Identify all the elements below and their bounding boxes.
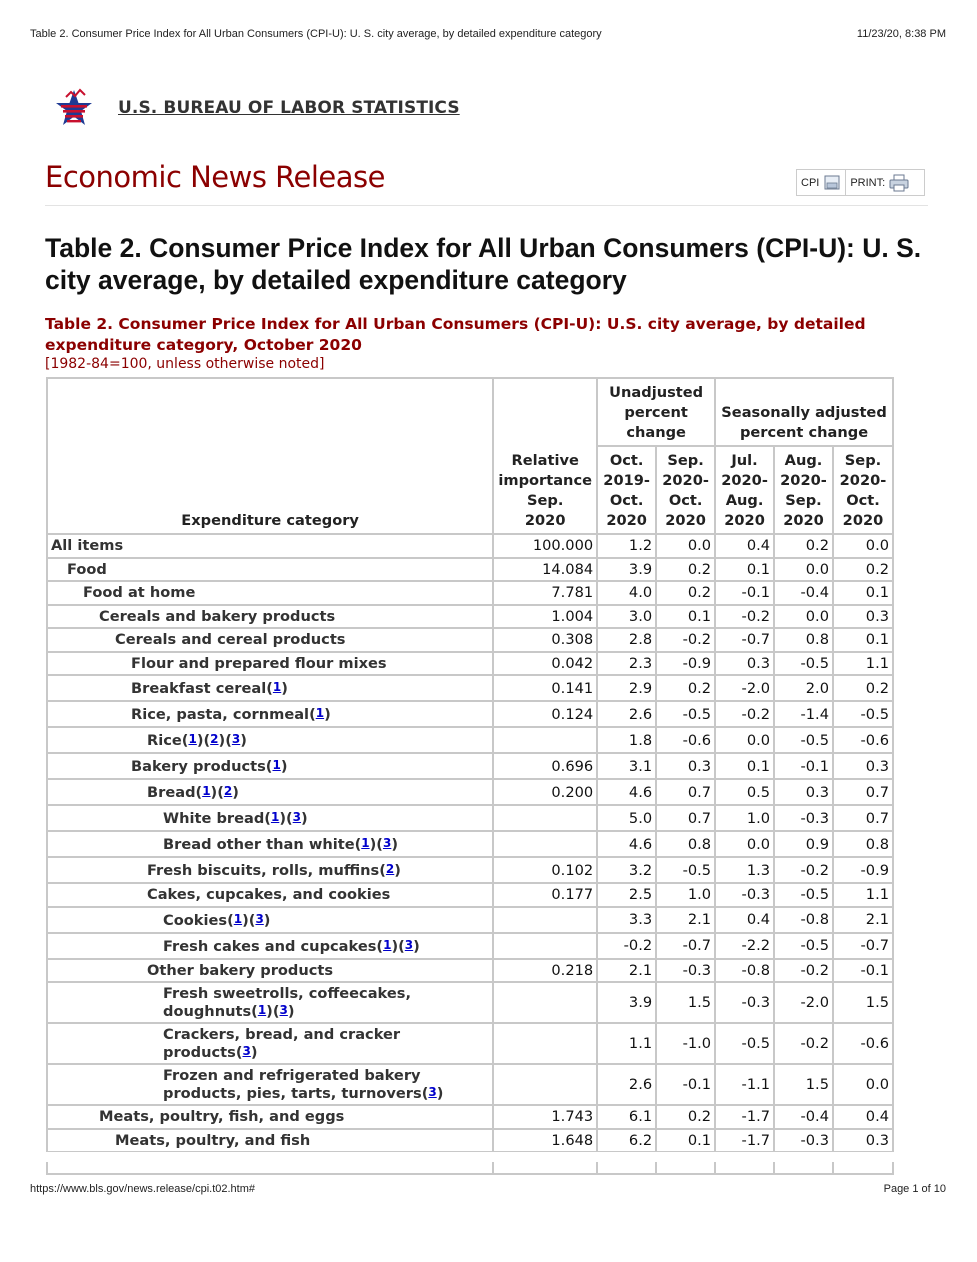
row-percent-change: -0.5 xyxy=(774,933,833,959)
footnote-link[interactable]: 1 xyxy=(233,911,243,926)
footnote-link[interactable]: 3 xyxy=(382,836,392,850)
agency-link[interactable]: U.S. BUREAU OF LABOR STATISTICS xyxy=(118,98,460,118)
table-row xyxy=(47,727,893,753)
row-percent-change: 0.8 xyxy=(774,628,833,652)
row-percent-change: 0.2 xyxy=(656,581,715,605)
row-percent-change: -0.5 xyxy=(774,727,833,753)
row-percent-change: 0.4 xyxy=(833,1105,893,1129)
row-percent-change: 2.1 xyxy=(656,907,715,933)
footnote-link[interactable]: 3 xyxy=(404,937,414,952)
header-expenditure-category: Expenditure category xyxy=(47,378,493,534)
table-row xyxy=(47,558,893,582)
row-relative-importance xyxy=(493,1064,597,1105)
cpi-table xyxy=(46,377,894,1175)
agency-banner xyxy=(52,86,460,130)
row-percent-change: -0.5 xyxy=(715,1023,774,1064)
row-relative-importance: 0.124 xyxy=(493,701,597,727)
table-row xyxy=(47,675,893,701)
row-percent-change: 6.2 xyxy=(597,1129,656,1153)
table-row xyxy=(47,1105,893,1129)
table-row xyxy=(47,1129,893,1153)
table-row xyxy=(47,805,893,831)
table-row xyxy=(47,883,893,907)
print-button[interactable] xyxy=(845,170,913,195)
row-percent-change: -0.7 xyxy=(833,933,893,959)
row-percent-change: 3.0 xyxy=(597,605,656,629)
row-category: White bread(1)(3) xyxy=(47,805,493,831)
table-row xyxy=(47,907,893,933)
row-relative-importance xyxy=(493,727,597,753)
print-footer-url: https://www.bls.gov/news.release/cpi.t02.htm# xyxy=(30,1183,255,1195)
row-percent-change: 1.2 xyxy=(597,534,656,558)
row-percent-change: -0.2 xyxy=(774,1023,833,1064)
row-percent-change: 0.7 xyxy=(833,805,893,831)
row-category: Cakes, cupcakes, and cookies xyxy=(47,883,493,907)
row-percent-change: 4.6 xyxy=(597,779,656,805)
row-percent-change: 1.5 xyxy=(833,982,893,1023)
row-percent-change: -1.7 xyxy=(715,1105,774,1129)
cpi-icon xyxy=(823,174,841,192)
row-category: Food at home xyxy=(47,581,493,605)
row-percent-change: 1.1 xyxy=(597,1023,656,1064)
row-percent-change: 0.1 xyxy=(656,1129,715,1153)
page-cutoff xyxy=(46,1152,894,1162)
footnote-link[interactable]: 1 xyxy=(257,1003,267,1017)
footnote-link[interactable]: 2 xyxy=(385,862,395,876)
footnote-link[interactable]: 1 xyxy=(188,732,197,746)
row-category: Bakery products(1) xyxy=(47,753,493,779)
footnote-link[interactable]: 1 xyxy=(270,810,280,824)
row-percent-change: -1.1 xyxy=(715,1064,774,1105)
row-percent-change: -0.3 xyxy=(715,982,774,1023)
row-percent-change: -0.2 xyxy=(715,605,774,629)
row-percent-change: -0.3 xyxy=(715,883,774,907)
row-percent-change: 6.1 xyxy=(597,1105,656,1129)
row-category: Cereals and cereal products xyxy=(47,628,493,652)
row-category: Cereals and bakery products xyxy=(47,605,493,629)
table-row xyxy=(47,652,893,676)
row-percent-change: 0.0 xyxy=(833,1064,893,1105)
row-percent-change: -0.8 xyxy=(715,959,774,983)
row-relative-importance: 100.000 xyxy=(493,534,597,558)
table-row xyxy=(47,982,893,1023)
row-percent-change: -0.5 xyxy=(833,701,893,727)
row-relative-importance: 14.084 xyxy=(493,558,597,582)
table-row xyxy=(47,581,893,605)
row-percent-change: 0.1 xyxy=(656,605,715,629)
header-period: Sep. 2020- Oct. 2020 xyxy=(656,446,715,534)
row-category: Bread other than white(1)(3) xyxy=(47,831,493,857)
table-row xyxy=(47,753,893,779)
table-row xyxy=(47,534,893,558)
row-relative-importance: 0.200 xyxy=(493,779,597,805)
row-percent-change: 1.5 xyxy=(656,982,715,1023)
row-percent-change: 0.8 xyxy=(656,831,715,857)
row-percent-change: -0.5 xyxy=(656,857,715,883)
row-percent-change: 2.0 xyxy=(774,675,833,701)
row-category: Fresh cakes and cupcakes(1)(3) xyxy=(47,933,493,959)
footnote-link[interactable]: 1 xyxy=(383,937,392,952)
row-percent-change: -0.2 xyxy=(774,857,833,883)
table-row xyxy=(47,701,893,727)
print-footer xyxy=(30,1183,946,1195)
row-percent-change: -0.3 xyxy=(774,805,833,831)
footnote-link[interactable]: 1 xyxy=(202,784,211,798)
row-percent-change: -0.9 xyxy=(656,652,715,676)
row-percent-change: 2.5 xyxy=(597,883,656,907)
row-percent-change: -0.2 xyxy=(774,959,833,983)
row-relative-importance: 0.218 xyxy=(493,959,597,983)
row-percent-change: 0.1 xyxy=(715,558,774,582)
row-relative-importance: 0.042 xyxy=(493,652,597,676)
row-percent-change: 0.2 xyxy=(656,1105,715,1129)
row-relative-importance xyxy=(493,1023,597,1064)
row-percent-change: 5.0 xyxy=(597,805,656,831)
header-seasonal-group: Seasonally adjusted percent change xyxy=(715,378,893,446)
row-relative-importance: 7.781 xyxy=(493,581,597,605)
row-category: Fresh biscuits, rolls, muffins(2) xyxy=(47,857,493,883)
row-percent-change: 4.6 xyxy=(597,831,656,857)
cpi-label: CPI xyxy=(801,176,820,189)
row-percent-change: 0.1 xyxy=(833,581,893,605)
row-percent-change: 0.3 xyxy=(833,605,893,629)
row-percent-change: 0.4 xyxy=(715,907,774,933)
row-percent-change: 0.7 xyxy=(656,779,715,805)
print-header-title: Table 2. Consumer Price Index for All Urban Consumers (CPI-U): U. S. city average, by detailed expenditure category xyxy=(30,28,602,40)
row-percent-change: 0.0 xyxy=(774,558,833,582)
row-category: Flour and prepared flour mixes xyxy=(47,652,493,676)
divider xyxy=(45,205,928,206)
row-percent-change: 0.7 xyxy=(656,805,715,831)
footnote-link[interactable]: 3 xyxy=(242,1044,251,1058)
footnote-link[interactable]: 2 xyxy=(223,784,233,798)
row-percent-change: -0.4 xyxy=(774,581,833,605)
table-row xyxy=(47,831,893,857)
row-percent-change: -0.7 xyxy=(715,628,774,652)
row-percent-change: 1.5 xyxy=(774,1064,833,1105)
page-title: Table 2. Consumer Price Index for All Urban Consumers (CPI-U): U. S. city average, by detailed expenditure category xyxy=(45,233,922,295)
footnote-link[interactable]: 1 xyxy=(315,706,325,720)
header-relative-importance: Relative importance Sep. 2020 xyxy=(493,378,597,534)
row-percent-change: 0.3 xyxy=(774,779,833,805)
row-percent-change: 0.3 xyxy=(833,1129,893,1153)
row-percent-change: 0.1 xyxy=(715,753,774,779)
row-relative-importance: 1.004 xyxy=(493,605,597,629)
row-category: Rice, pasta, cornmeal(1) xyxy=(47,701,493,727)
print-footer-page: Page 1 of 10 xyxy=(883,1183,946,1195)
row-percent-change: -0.6 xyxy=(833,1023,893,1064)
header-period: Jul. 2020- Aug. 2020 xyxy=(715,446,774,534)
footnote-link[interactable]: 3 xyxy=(292,810,302,824)
table-row xyxy=(47,1023,893,1064)
footnote-link[interactable]: 1 xyxy=(272,680,282,694)
row-percent-change: -0.1 xyxy=(656,1064,715,1105)
footnote-link[interactable]: 1 xyxy=(272,758,281,772)
row-percent-change: 1.3 xyxy=(715,857,774,883)
row-percent-change: 0.2 xyxy=(656,675,715,701)
row-category: Fresh sweetrolls, coffeecakes, doughnuts(1)(3) xyxy=(47,982,493,1023)
row-percent-change: 3.9 xyxy=(597,558,656,582)
row-percent-change: 1.1 xyxy=(833,883,893,907)
row-percent-change: 0.3 xyxy=(656,753,715,779)
row-category: Food xyxy=(47,558,493,582)
row-percent-change: 1.0 xyxy=(656,883,715,907)
table-row xyxy=(47,959,893,983)
row-relative-importance xyxy=(493,831,597,857)
row-percent-change: -0.8 xyxy=(774,907,833,933)
printer-icon xyxy=(889,174,909,192)
row-percent-change: -0.1 xyxy=(715,581,774,605)
row-percent-change: 0.0 xyxy=(774,605,833,629)
row-relative-importance: 1.743 xyxy=(493,1105,597,1129)
row-percent-change: -0.2 xyxy=(656,628,715,652)
row-percent-change: 2.3 xyxy=(597,652,656,676)
row-percent-change: 2.6 xyxy=(597,701,656,727)
release-title: Economic News Release xyxy=(45,160,385,194)
print-label: PRINT: xyxy=(850,176,886,189)
row-percent-change: 0.5 xyxy=(715,779,774,805)
row-percent-change: -0.3 xyxy=(774,1129,833,1153)
row-percent-change: 0.0 xyxy=(715,831,774,857)
row-percent-change: 0.0 xyxy=(715,727,774,753)
row-percent-change: 0.2 xyxy=(656,558,715,582)
row-percent-change: 1.1 xyxy=(833,652,893,676)
row-relative-importance xyxy=(493,982,597,1023)
row-category: Breakfast cereal(1) xyxy=(47,675,493,701)
row-category: Bread(1)(2) xyxy=(47,779,493,805)
row-percent-change: -0.5 xyxy=(774,652,833,676)
table-row xyxy=(47,605,893,629)
row-relative-importance xyxy=(493,933,597,959)
row-relative-importance: 0.102 xyxy=(493,857,597,883)
row-relative-importance: 0.177 xyxy=(493,883,597,907)
footnote-link[interactable]: 2 xyxy=(210,732,219,746)
row-percent-change: 0.9 xyxy=(774,831,833,857)
cpi-button[interactable] xyxy=(797,170,845,195)
row-percent-change: 0.0 xyxy=(833,534,893,558)
row-percent-change: -1.7 xyxy=(715,1129,774,1153)
table-row xyxy=(47,1064,893,1105)
print-header xyxy=(30,28,946,40)
row-percent-change: -0.3 xyxy=(656,959,715,983)
row-percent-change: -0.6 xyxy=(833,727,893,753)
row-percent-change: 2.8 xyxy=(597,628,656,652)
row-percent-change: -1.4 xyxy=(774,701,833,727)
row-percent-change: 3.2 xyxy=(597,857,656,883)
row-percent-change: -2.0 xyxy=(715,675,774,701)
row-percent-change: -0.7 xyxy=(656,933,715,959)
row-percent-change: -0.6 xyxy=(656,727,715,753)
row-relative-importance: 0.308 xyxy=(493,628,597,652)
header-period: Aug. 2020- Sep. 2020 xyxy=(774,446,833,534)
row-percent-change: 0.1 xyxy=(833,628,893,652)
row-percent-change: 2.1 xyxy=(597,959,656,983)
row-relative-importance: 1.648 xyxy=(493,1129,597,1153)
row-category: Crackers, bread, and cracker products(3) xyxy=(47,1023,493,1064)
bls-logo-icon[interactable] xyxy=(52,86,96,130)
footnote-link[interactable]: 3 xyxy=(428,1085,437,1099)
row-percent-change: 0.0 xyxy=(656,534,715,558)
row-percent-change: 1.0 xyxy=(715,805,774,831)
row-percent-change: -1.0 xyxy=(656,1023,715,1064)
row-percent-change: -0.1 xyxy=(833,959,893,983)
footnote-link[interactable]: 3 xyxy=(279,1003,288,1017)
table-row xyxy=(47,933,893,959)
table-row xyxy=(47,779,893,805)
row-relative-importance: 0.141 xyxy=(493,675,597,701)
row-percent-change: 2.6 xyxy=(597,1064,656,1105)
header-period: Sep. 2020- Oct. 2020 xyxy=(833,446,893,534)
row-percent-change: 0.8 xyxy=(833,831,893,857)
row-percent-change: 0.7 xyxy=(833,779,893,805)
table-row xyxy=(47,628,893,652)
print-header-datetime: 11/23/20, 8:38 PM xyxy=(856,28,946,40)
table-caption: Table 2. Consumer Price Index for All Urban Consumers (CPI-U): U.S. city average, by detailed expenditure category, October 2020 xyxy=(45,315,866,354)
row-relative-importance: 0.696 xyxy=(493,753,597,779)
row-relative-importance xyxy=(493,805,597,831)
row-percent-change: -0.5 xyxy=(774,883,833,907)
row-percent-change: 0.2 xyxy=(833,675,893,701)
row-category: Meats, poultry, fish, and eggs xyxy=(47,1105,493,1129)
table-row xyxy=(47,857,893,883)
row-category: Meats, poultry, and fish xyxy=(47,1129,493,1153)
row-percent-change: -2.2 xyxy=(715,933,774,959)
row-percent-change: -0.4 xyxy=(774,1105,833,1129)
row-percent-change: 3.9 xyxy=(597,982,656,1023)
footnote-link[interactable]: 1 xyxy=(361,836,370,850)
row-category: Cookies(1)(3) xyxy=(47,907,493,933)
row-percent-change: -0.2 xyxy=(715,701,774,727)
row-percent-change: 0.3 xyxy=(833,753,893,779)
row-percent-change: 1.8 xyxy=(597,727,656,753)
footnote-link[interactable]: 3 xyxy=(231,732,241,746)
row-percent-change: 3.1 xyxy=(597,753,656,779)
row-category: All items xyxy=(47,534,493,558)
row-relative-importance xyxy=(493,907,597,933)
row-percent-change: -2.0 xyxy=(774,982,833,1023)
row-percent-change: 4.0 xyxy=(597,581,656,605)
row-percent-change: 0.2 xyxy=(774,534,833,558)
row-percent-change: 0.4 xyxy=(715,534,774,558)
row-percent-change: 0.3 xyxy=(715,652,774,676)
row-percent-change: 2.1 xyxy=(833,907,893,933)
row-category: Rice(1)(2)(3) xyxy=(47,727,493,753)
header-unadjusted-group: Unadjusted percent change xyxy=(597,378,715,446)
header-period: Oct. 2019- Oct. 2020 xyxy=(597,446,656,534)
row-category: Other bakery products xyxy=(47,959,493,983)
row-percent-change: -0.5 xyxy=(656,701,715,727)
footnote-link[interactable]: 3 xyxy=(255,911,264,926)
toolbar xyxy=(796,169,925,196)
row-percent-change: 2.9 xyxy=(597,675,656,701)
row-percent-change: -0.1 xyxy=(774,753,833,779)
row-percent-change: 0.2 xyxy=(833,558,893,582)
table-note: [1982-84=100, unless otherwise noted] xyxy=(45,356,325,372)
row-percent-change: 3.3 xyxy=(597,907,656,933)
row-category: Frozen and refrigerated bakery products, pies, tarts, turnovers(3) xyxy=(47,1064,493,1105)
row-percent-change: -0.2 xyxy=(597,933,656,959)
row-percent-change: -0.9 xyxy=(833,857,893,883)
